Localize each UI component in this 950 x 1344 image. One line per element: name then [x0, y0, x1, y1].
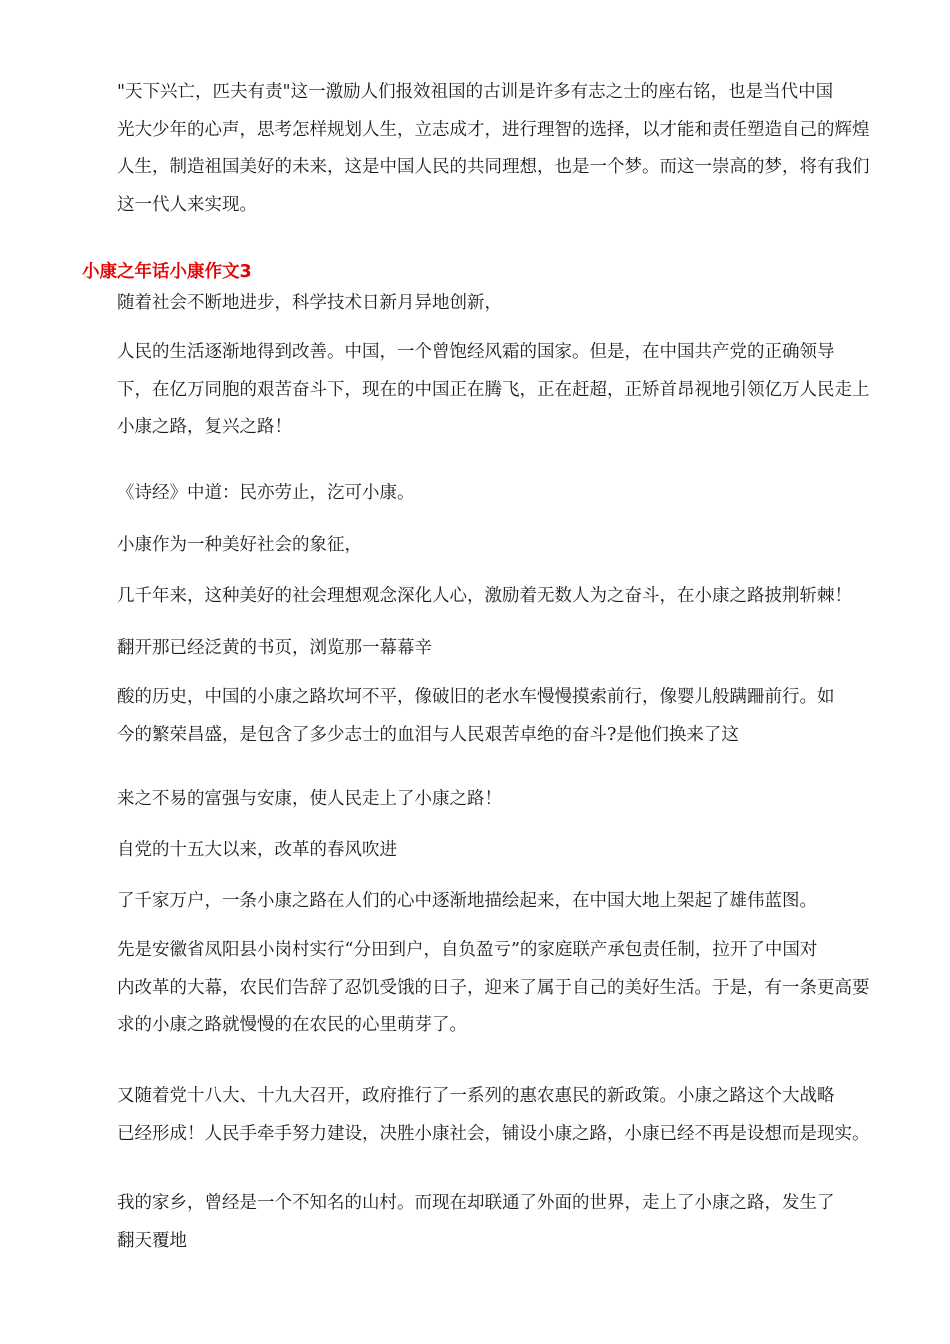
- paragraph: [82, 888, 872, 914]
- text-line: 几千年来，这种美好的社会理想观念深化人心，激励着无数人为之奋斗，在小康之路披荆斩棘！: [117, 586, 852, 606]
- text-line: 来之不易的富强与安康，使人民走上了小康之路！: [117, 789, 502, 809]
- paragraph: [82, 635, 872, 661]
- text-line: 翻天覆地: [117, 1230, 187, 1251]
- paragraph: [82, 1185, 872, 1260]
- text-line: 小康之路，复兴之路！: [117, 417, 292, 437]
- text-line: 求的小康之路就慢慢的在农民的心里萌芽了。: [117, 1015, 467, 1035]
- paragraph: [82, 932, 872, 1045]
- text-line: 内改革的大幕，农民们告辞了忍饥受饿的日子，迎来了属于自己的美好生活。于是，有一条更高要: [117, 977, 870, 998]
- section-heading: 小康之年话小康作文3: [82, 262, 252, 282]
- text-line: 随着社会不断地进步，科学技术日新月异地创新，: [117, 293, 502, 313]
- text-line: 这一代人来实现。: [117, 194, 257, 215]
- text-line: 下，在亿万同胞的艰苦奋斗下，现在的中国正在腾飞，正在赶超，正矫首昂视地引领亿万人民走上: [117, 379, 870, 400]
- paragraph: [82, 583, 872, 609]
- text-line: 人民的生活逐渐地得到改善。中国，一个曾饱经风霜的国家。但是，在中国共产党的正确领导: [117, 342, 835, 362]
- paragraph: [82, 837, 872, 863]
- text-line: 小康作为一种美好社会的象征，: [117, 535, 362, 555]
- paragraph: [82, 679, 872, 754]
- paragraph: [82, 334, 872, 447]
- text-line: 《诗经》中道：民亦劳止，汔可小康。: [117, 483, 415, 503]
- text-line: 又随着党十八大、十九大召开，政府推行了一系列的惠农惠民的新政策。小康之路这个大战略: [117, 1086, 835, 1106]
- text-line: 已经形成！人民手牵手努力建设，决胜小康社会，铺设小康之路，小康已经不再是设想而是现实。: [117, 1123, 870, 1144]
- paragraph: [82, 290, 872, 316]
- text-line: 翻开那已经泛黄的书页，浏览那一幕幕辛: [117, 638, 432, 658]
- paragraph: [82, 1078, 872, 1153]
- paragraph: [82, 532, 872, 558]
- text-line: 酸的历史，中国的小康之路坎坷不平，像破旧的老水车慢慢摸索前行，像婴儿般蹒跚前行。如: [117, 687, 835, 707]
- text-line: 我的家乡，曾经是一个不知名的山村。而现在却联通了外面的世界，走上了小康之路，发生了: [117, 1193, 835, 1213]
- paragraph: [82, 74, 872, 224]
- text-line: 光大少年的心声，思考怎样规划人生，立志成才，进行理智的选择，以才能和责任塑造自己的辉煌: [117, 119, 870, 140]
- text-line: 人生，制造祖国美好的未来，这是中国人民的共同理想，也是一个梦。而这一崇高的梦，将有我们: [117, 157, 870, 177]
- text-line: 今的繁荣昌盛，是包含了多少志士的血泪与人民艰苦卓绝的奋斗?是他们换来了这: [117, 724, 739, 745]
- text-line: 先是安徽省凤阳县小岗村实行“分田到户，自负盈亏”的家庭联产承包责任制，拉开了中国对: [117, 940, 818, 960]
- paragraph: [82, 786, 872, 812]
- text-line: 了千家万户，一条小康之路在人们的心中逐渐地描绘起来，在中国大地上架起了雄伟蓝图。: [117, 891, 817, 911]
- paragraph: [82, 480, 872, 506]
- text-line: 自党的十五大以来，改革的春风吹进: [117, 840, 397, 860]
- text-line: "天下兴亡，匹夫有责"这一激励人们报效祖国的古训是许多有志之士的座右铭，也是当代中国: [117, 82, 834, 102]
